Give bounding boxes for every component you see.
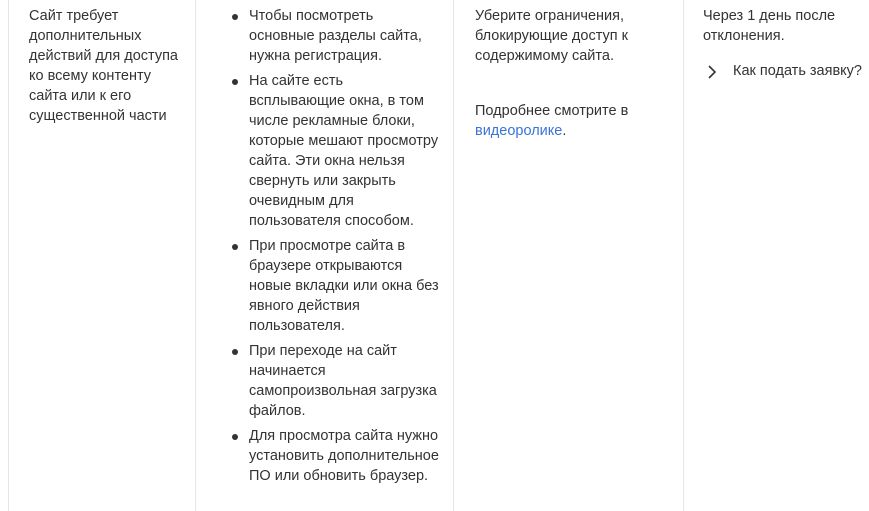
cell-examples xyxy=(231,6,441,491)
bullet-icon xyxy=(232,14,238,20)
cell-timing xyxy=(703,6,863,81)
list-item xyxy=(231,6,441,66)
problem-description: Сайт требует дополнительных действий для доступа ко всему контенту сайта или к его существенной части xyxy=(29,8,178,124)
bullet-icon xyxy=(232,349,238,355)
how-to-apply-expander[interactable] xyxy=(703,61,863,81)
examples-list xyxy=(231,6,441,486)
bullet-icon xyxy=(232,79,238,85)
list-item-text: При просмотре сайта в браузере открываются новые вкладки или окна без явного действия пользователя. xyxy=(249,238,439,334)
bullet-icon xyxy=(232,244,238,250)
list-item-text: На сайте есть всплывающие окна, в том числе рекламные блоки, которые мешают просмотру сайта. Эти окна нельзя свернуть или закрыть очевидным для пользователя способом. xyxy=(249,73,439,229)
table-divider xyxy=(683,0,684,511)
cell-solution xyxy=(475,6,665,141)
table-divider xyxy=(453,0,454,511)
list-item-text: Для просмотра сайта нужно установить дополнительное ПО или обновить браузер. xyxy=(249,428,439,484)
cell-problem xyxy=(29,6,179,126)
table-divider xyxy=(8,0,9,511)
solution-text: Уберите ограничения, блокирующие доступ к содержимому сайта. xyxy=(475,8,628,64)
more-info-prefix: Подробнее смотрите в xyxy=(475,103,629,119)
list-item xyxy=(231,426,441,486)
list-item xyxy=(231,71,441,231)
table-divider xyxy=(195,0,196,511)
list-item-text: Чтобы посмотреть основные разделы сайта, нужна регистрация. xyxy=(249,8,422,64)
chevron-right-icon xyxy=(707,65,717,79)
list-item-text: При переходе на сайт начинается самопроизвольная загрузка файлов. xyxy=(249,343,437,419)
more-info-text xyxy=(475,101,665,141)
bullet-icon xyxy=(232,434,238,440)
list-item xyxy=(231,236,441,336)
recheck-time-text: Через 1 день после отклонения. xyxy=(703,8,836,44)
more-info-suffix: . xyxy=(562,123,567,139)
video-link[interactable]: видеоролике xyxy=(475,123,563,139)
list-item xyxy=(231,341,441,421)
expander-label: Как подать заявку? xyxy=(733,63,862,79)
